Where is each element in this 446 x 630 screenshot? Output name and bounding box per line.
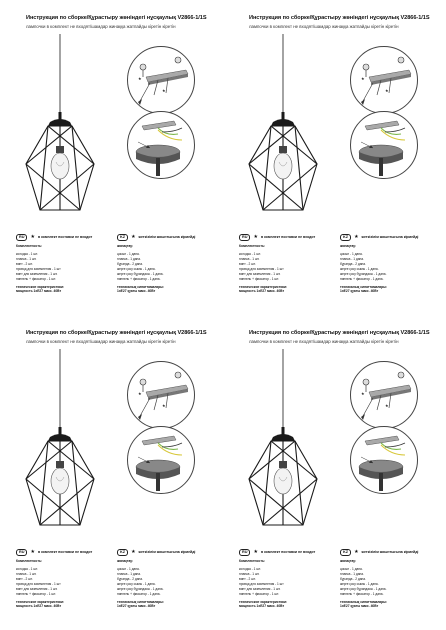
list-item: жерге қосу сымы - 1 дана. xyxy=(340,267,379,271)
ru-items-list xyxy=(16,567,114,597)
svg-text:★: ★ xyxy=(385,403,389,408)
kz-spec-label: техникалық сипаттамалары: xyxy=(117,285,165,289)
canopy-wiring-illustration xyxy=(350,111,418,179)
kz-spec-label: техникалық сипаттамалары: xyxy=(340,285,388,289)
instruction-title: Инструкция по сборке/Құрастыру жөніндегі нұсқаулық V2866-1/1S xyxy=(26,15,207,21)
bracket-detail-illustration xyxy=(350,46,418,114)
list-item: винт - 2 шт. xyxy=(239,577,256,581)
kz-items-list xyxy=(340,567,444,597)
kz-spec-value: 1хE27 қуаты макс. 40Вт xyxy=(117,604,156,608)
ru-spec-label: технические характеристики: xyxy=(239,285,288,289)
svg-text:★: ★ xyxy=(138,76,142,81)
list-item: жерге қосу бұрандасы - 1 дана. xyxy=(340,272,387,276)
kz-badge: KZ xyxy=(340,234,351,241)
canopy-wiring-illustration xyxy=(127,426,195,494)
list-item: провод для заземления - 1 шт xyxy=(239,267,284,271)
list-item: колодка - 1 шт. xyxy=(239,252,261,256)
instruction-cell-2 xyxy=(223,0,446,315)
list-item: бұранда - 2 дана. xyxy=(117,262,143,266)
svg-text:★: ★ xyxy=(385,88,389,93)
kz-contents-label: жинақтау: xyxy=(340,559,357,563)
kz-contents-label: жинақтау: xyxy=(117,559,134,563)
list-item: винт - 2 шт. xyxy=(239,262,256,266)
pendant-lamp-illustration xyxy=(243,34,323,212)
ru-items-list xyxy=(239,567,337,597)
kz-not-included-note: жеткізілім жиынтығына кірмейді xyxy=(361,235,419,239)
pendant-lamp-illustration xyxy=(243,349,323,527)
list-item: планка - 1 шт. xyxy=(16,572,37,576)
ru-badge: RU xyxy=(16,234,27,241)
list-item: ниппель + фиксатор - 1 шт. xyxy=(16,277,56,281)
ru-spec-value: мощность 1хE27 макс. 40Вт xyxy=(239,289,285,293)
bracket-detail-illustration xyxy=(127,361,195,429)
list-item: ниппель + фиксатор - 1 шт. xyxy=(239,592,279,596)
list-item: провод для заземления - 1 шт xyxy=(16,267,61,271)
list-item: жерге қосу сымы - 1 дана. xyxy=(117,267,156,271)
instruction-subtitle: лампочки в комплект не входят/шамдар жинаққа жатпайды кіретін кіретін xyxy=(26,24,176,29)
list-item: колодка - 1 шт. xyxy=(239,567,261,571)
list-item: цокыл - 1 дана. xyxy=(117,567,140,571)
svg-text:★: ★ xyxy=(361,76,365,81)
ru-contents-label: Комплектность: xyxy=(16,244,43,248)
ru-section xyxy=(239,233,337,294)
ru-spec-label: технические характеристики: xyxy=(16,285,65,289)
ru-spec-value: мощность 1хE27 макс. 40Вт xyxy=(16,604,62,608)
kz-badge: KZ xyxy=(340,549,351,556)
ru-not-included-note: в комплект поставки не входит xyxy=(37,235,93,239)
ru-not-included-note: в комплект поставки не входит xyxy=(260,550,316,554)
canopy-wiring-illustration xyxy=(127,111,195,179)
kz-items-list xyxy=(340,252,444,282)
ru-not-included-note: в комплект поставки не входит xyxy=(37,550,93,554)
list-item: цокыл - 1 дана. xyxy=(340,252,363,256)
list-item: планка - 1 дана. xyxy=(340,257,364,261)
ru-spec-value: мощность 1хE27 макс. 40Вт xyxy=(16,289,62,293)
ru-items-list xyxy=(239,252,337,282)
kz-not-included-note: жеткізілім жиынтығына кірмейді xyxy=(361,550,419,554)
list-item: ниппель + фиксатор - 1 дана. xyxy=(340,277,384,281)
instruction-title: Инструкция по сборке/Құрастыру жөніндегі нұсқаулық V2866-1/1S xyxy=(26,330,207,336)
ru-contents-label: Комплектность: xyxy=(239,244,266,248)
canopy-wiring-illustration xyxy=(350,426,418,494)
list-item: жерге қосу бұрандасы - 1 дана. xyxy=(117,587,164,591)
list-item: винт - 2 шт. xyxy=(16,577,33,581)
ru-badge: RU xyxy=(239,234,250,241)
ru-badge: RU xyxy=(16,549,27,556)
ru-contents-label: Комплектность: xyxy=(16,559,43,563)
kz-contents-label: жинақтау: xyxy=(340,244,357,248)
kz-items-list xyxy=(117,567,221,597)
kz-badge: KZ xyxy=(117,234,128,241)
star-icon: ★ xyxy=(30,548,35,555)
list-item: жерге қосу сымы - 1 дана. xyxy=(340,582,379,586)
list-item: планка - 1 дана. xyxy=(117,572,141,576)
bracket-detail-illustration xyxy=(127,46,195,114)
list-item: планка - 1 дана. xyxy=(117,257,141,261)
instruction-title: Инструкция по сборке/Құрастыру жөніндегі нұсқаулық V2866-1/1S xyxy=(249,330,430,336)
kz-section xyxy=(340,233,444,294)
svg-text:★: ★ xyxy=(162,403,166,408)
list-item: бұранда - 2 дана. xyxy=(340,577,366,581)
list-item: колодка - 1 шт. xyxy=(16,567,38,571)
kz-spec-label: техникалық сипаттамалары: xyxy=(117,600,165,604)
ru-contents-label: Комплектность: xyxy=(239,559,266,563)
instruction-cell-4 xyxy=(223,315,446,630)
ru-spec-label: технические характеристики: xyxy=(16,600,65,604)
kz-not-included-note: жеткізілім жиынтығына кірмейді xyxy=(138,550,196,554)
list-item: винт - 2 шт. xyxy=(16,262,33,266)
star-icon: ★ xyxy=(253,548,258,555)
list-item: провод для заземления - 1 шт xyxy=(16,582,61,586)
list-item: винт для заземления - 1 шт. xyxy=(16,272,58,276)
list-item: планка - 1 шт. xyxy=(239,572,260,576)
list-item: ниппель + фиксатор - 1 шт. xyxy=(239,277,279,281)
list-item: ниппель + фиксатор - 1 дана. xyxy=(117,592,161,596)
kz-section xyxy=(117,233,221,294)
kz-section xyxy=(340,548,444,609)
ru-spec-label: технические характеристики: xyxy=(239,600,288,604)
svg-text:★: ★ xyxy=(361,391,365,396)
svg-text:★: ★ xyxy=(138,391,142,396)
pendant-lamp-illustration xyxy=(20,34,100,212)
list-item: ниппель + фиксатор - 1 шт. xyxy=(16,592,56,596)
list-item: цокыл - 1 дана. xyxy=(340,567,363,571)
list-item: ниппель + фиксатор - 1 дана. xyxy=(340,592,384,596)
ru-not-included-note: в комплект поставки не входит xyxy=(260,235,316,239)
ru-spec-value: мощность 1хE27 макс. 40Вт xyxy=(239,604,285,608)
list-item: колодка - 1 шт. xyxy=(16,252,38,256)
instruction-subtitle: лампочки в комплект не входят/шамдар жинаққа жатпайды кіретін кіретін xyxy=(249,339,399,344)
kz-contents-label: жинақтау: xyxy=(117,244,134,248)
ru-section xyxy=(239,548,337,609)
ru-section xyxy=(16,548,114,609)
instruction-subtitle: лампочки в комплект не входят/шамдар жинаққа жатпайды кіретін кіретін xyxy=(26,339,176,344)
list-item: винт для заземления - 1 шт. xyxy=(239,587,281,591)
kz-section xyxy=(117,548,221,609)
kz-badge: KZ xyxy=(117,549,128,556)
pendant-lamp-illustration xyxy=(20,349,100,527)
kz-spec-value: 1хE27 қуаты макс. 40Вт xyxy=(340,604,379,608)
list-item: бұранда - 2 дана. xyxy=(340,262,366,266)
instruction-title: Инструкция по сборке/Құрастыру жөніндегі нұсқаулық V2866-1/1S xyxy=(249,15,430,21)
list-item: ниппель + фиксатор - 1 дана. xyxy=(117,277,161,281)
star-icon: ★ xyxy=(354,233,359,240)
ru-section xyxy=(16,233,114,294)
svg-text:★: ★ xyxy=(162,88,166,93)
star-icon: ★ xyxy=(131,548,136,555)
ru-items-list xyxy=(16,252,114,282)
list-item: винт для заземления - 1 шт. xyxy=(16,587,58,591)
list-item: провод для заземления - 1 шт xyxy=(239,582,284,586)
list-item: цокыл - 1 дана. xyxy=(117,252,140,256)
kz-spec-value: 1хE27 қуаты макс. 40Вт xyxy=(117,289,156,293)
list-item: жерге қосу бұрандасы - 1 дана. xyxy=(340,587,387,591)
list-item: планка - 1 шт. xyxy=(239,257,260,261)
star-icon: ★ xyxy=(30,233,35,240)
list-item: жерге қосу сымы - 1 дана. xyxy=(117,582,156,586)
instruction-subtitle: лампочки в комплект не входят/шамдар жинаққа жатпайды кіретін кіретін xyxy=(249,24,399,29)
kz-spec-value: 1хE27 қуаты макс. 40Вт xyxy=(340,289,379,293)
kz-items-list xyxy=(117,252,221,282)
star-icon: ★ xyxy=(253,233,258,240)
instruction-cell-1 xyxy=(0,0,223,315)
kz-not-included-note: жеткізілім жиынтығына кірмейді xyxy=(138,235,196,239)
kz-spec-label: техникалық сипаттамалары: xyxy=(340,600,388,604)
star-icon: ★ xyxy=(131,233,136,240)
list-item: планка - 1 шт. xyxy=(16,257,37,261)
bracket-detail-illustration xyxy=(350,361,418,429)
list-item: винт для заземления - 1 шт. xyxy=(239,272,281,276)
list-item: планка - 1 дана. xyxy=(340,572,364,576)
ru-badge: RU xyxy=(239,549,250,556)
instruction-cell-3 xyxy=(0,315,223,630)
list-item: жерге қосу бұрандасы - 1 дана. xyxy=(117,272,164,276)
list-item: бұранда - 2 дана. xyxy=(117,577,143,581)
star-icon: ★ xyxy=(354,548,359,555)
